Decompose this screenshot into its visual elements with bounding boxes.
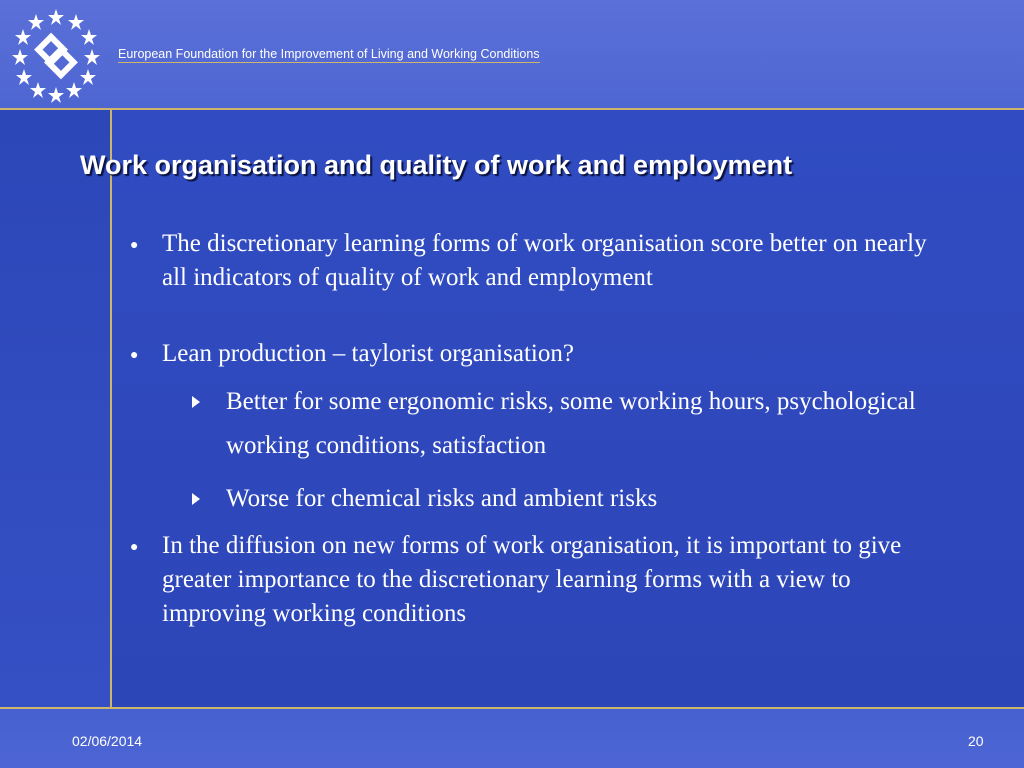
page-number: 20 (968, 733, 984, 749)
sub-bullet-1: Better for some ergonomic risks, some working hours, psychological working conditions, satisfaction (226, 388, 916, 459)
bullet-dot-icon: ● (130, 348, 139, 363)
bullet-dot-icon: ● (130, 540, 139, 555)
bullet-dot-icon: ● (130, 238, 139, 253)
triangle-arrow-icon (192, 396, 200, 408)
bullet-2: Lean production – taylorist organisation? (162, 340, 574, 367)
sub-bullet-2: Worse for chemical risks and ambient risks (226, 485, 658, 512)
triangle-arrow-icon (192, 493, 200, 505)
slide-date: 02/06/2014 (72, 733, 143, 749)
bullet-3: In the diffusion on new forms of work organisation, it is important to give greater importance to the discretionary learning forms with a view to improving working conditions (162, 532, 902, 627)
bullet-1: The discretionary learning forms of work organisation score better on nearly all indicators of quality of work and employment (162, 230, 927, 291)
slide-title: Work organisation and quality of work and employment (80, 150, 793, 180)
organisation-name: European Foundation for the Improvement of Living and Working Conditions (118, 47, 540, 61)
